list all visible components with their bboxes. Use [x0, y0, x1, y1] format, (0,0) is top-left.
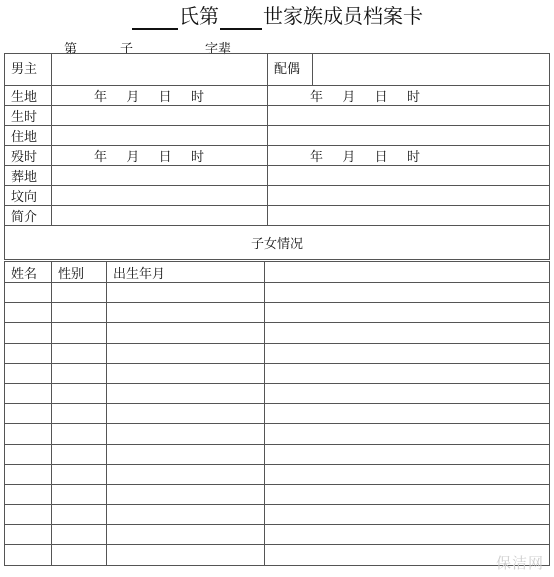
- watermark: 保洁网: [495, 554, 544, 572]
- child-name-cell[interactable]: [5, 343, 52, 363]
- child-gender-cell[interactable]: [52, 363, 107, 383]
- child-birth-cell[interactable]: [107, 363, 265, 383]
- child-birth-cell[interactable]: [107, 484, 265, 504]
- child-gender-cell[interactable]: [52, 283, 107, 303]
- child-birth-cell[interactable]: [107, 505, 265, 525]
- child-birth-cell[interactable]: [107, 283, 265, 303]
- child-extra-cell[interactable]: [265, 363, 550, 383]
- child-name-cell[interactable]: [5, 424, 52, 444]
- child-gender-cell[interactable]: [52, 303, 107, 323]
- male-label: 男主: [5, 54, 52, 86]
- month-unit: 月: [126, 150, 140, 165]
- child-birth-cell[interactable]: [107, 464, 265, 484]
- child-name-cell[interactable]: [5, 303, 52, 323]
- table-row: [5, 424, 550, 444]
- child-gender-cell[interactable]: [52, 484, 107, 504]
- child-extra-cell[interactable]: [265, 383, 550, 403]
- spouse-death-date-field[interactable]: [268, 146, 550, 166]
- child-gender-cell[interactable]: [52, 424, 107, 444]
- child-birth-cell[interactable]: [107, 303, 265, 323]
- child-birth-cell[interactable]: [107, 343, 265, 363]
- child-birth-cell[interactable]: [107, 545, 265, 565]
- generation-blank: [220, 8, 262, 30]
- child-birth-cell[interactable]: [107, 444, 265, 464]
- day-unit: 日: [374, 90, 388, 105]
- spouse-intro-field[interactable]: [268, 206, 550, 226]
- sub-zi: 子: [120, 42, 134, 57]
- birth-place-label: 生地: [5, 86, 52, 106]
- spouse-birth-time-field[interactable]: [268, 106, 550, 126]
- child-extra-cell[interactable]: [265, 283, 550, 303]
- year-unit: 年: [310, 90, 324, 105]
- card-title: 氏第 世家族成员档案卡: [0, 2, 554, 30]
- child-extra-cell[interactable]: [265, 424, 550, 444]
- spouse-residence-field[interactable]: [268, 126, 550, 146]
- child-birth-cell[interactable]: [107, 383, 265, 403]
- male-birth-date-field[interactable]: [52, 86, 268, 106]
- child-name-cell[interactable]: [5, 323, 52, 343]
- table-row: [5, 464, 550, 484]
- child-name-cell[interactable]: [5, 283, 52, 303]
- hour-unit: 时: [406, 150, 420, 165]
- child-birth-cell[interactable]: [107, 404, 265, 424]
- child-gender-cell[interactable]: [52, 525, 107, 545]
- male-name-field[interactable]: [52, 54, 268, 86]
- personal-info-table: [4, 53, 550, 260]
- year-unit: 年: [94, 90, 108, 105]
- table-row: [5, 343, 550, 363]
- month-unit: 月: [126, 90, 140, 105]
- hour-unit: 时: [406, 90, 420, 105]
- month-unit: 月: [342, 150, 356, 165]
- grave-direction-label: 坟向: [5, 186, 52, 206]
- table-row: [5, 283, 550, 303]
- hour-unit: 时: [190, 90, 204, 105]
- spouse-label: 配偶: [268, 54, 313, 86]
- child-gender-cell[interactable]: [52, 444, 107, 464]
- child-extra-cell[interactable]: [265, 404, 550, 424]
- column-header-extra: [265, 262, 550, 283]
- child-gender-cell[interactable]: [52, 464, 107, 484]
- child-extra-cell[interactable]: [265, 484, 550, 504]
- day-unit: 日: [158, 90, 172, 105]
- child-extra-cell[interactable]: [265, 343, 550, 363]
- child-birth-cell[interactable]: [107, 323, 265, 343]
- birth-time-label: 生时: [5, 106, 52, 126]
- child-name-cell[interactable]: [5, 383, 52, 403]
- death-time-label: 殁时: [5, 146, 52, 166]
- child-gender-cell[interactable]: [52, 545, 107, 565]
- child-extra-cell[interactable]: [265, 303, 550, 323]
- sub-zibei: 字辈: [205, 42, 232, 57]
- child-extra-cell[interactable]: [265, 323, 550, 343]
- intro-label: 简介: [5, 206, 52, 226]
- spouse-birth-date-field[interactable]: [268, 86, 550, 106]
- table-row: [5, 505, 550, 525]
- child-birth-cell[interactable]: [107, 525, 265, 545]
- year-unit: 年: [310, 150, 324, 165]
- child-name-cell[interactable]: [5, 484, 52, 504]
- child-name-cell[interactable]: [5, 545, 52, 565]
- child-gender-cell[interactable]: [52, 323, 107, 343]
- column-header-name: 姓名: [5, 262, 52, 283]
- child-gender-cell[interactable]: [52, 404, 107, 424]
- child-name-cell[interactable]: [5, 444, 52, 464]
- children-table: [4, 261, 550, 566]
- table-row: [5, 545, 550, 565]
- male-grave-direction-field[interactable]: [52, 186, 268, 206]
- sub-di: 第: [64, 42, 78, 57]
- children-header-row: [5, 262, 550, 283]
- table-row: [5, 323, 550, 343]
- spouse-name-field[interactable]: [313, 54, 550, 86]
- column-header-gender: 性别: [52, 262, 107, 283]
- child-birth-cell[interactable]: [107, 424, 265, 444]
- child-gender-cell[interactable]: [52, 343, 107, 363]
- child-name-cell[interactable]: [5, 464, 52, 484]
- month-unit: 月: [342, 90, 356, 105]
- child-extra-cell[interactable]: [265, 444, 550, 464]
- spouse-grave-direction-field[interactable]: [268, 186, 550, 206]
- table-row: [5, 404, 550, 424]
- day-unit: 日: [158, 150, 172, 165]
- surname-blank: [132, 8, 178, 30]
- male-intro-field[interactable]: [52, 206, 268, 226]
- burial-label: 葬地: [5, 166, 52, 186]
- child-gender-cell[interactable]: [52, 505, 107, 525]
- male-death-date-field[interactable]: [52, 146, 268, 166]
- residence-label: 住地: [5, 126, 52, 146]
- table-row: [5, 383, 550, 403]
- child-name-cell[interactable]: [5, 404, 52, 424]
- table-row: [5, 484, 550, 504]
- child-name-cell[interactable]: [5, 525, 52, 545]
- child-extra-cell[interactable]: [265, 505, 550, 525]
- spouse-burial-field[interactable]: [268, 166, 550, 186]
- child-extra-cell[interactable]: [265, 464, 550, 484]
- male-birth-time-field[interactable]: [52, 106, 268, 126]
- children-section-title: 子女情况: [5, 226, 550, 260]
- column-header-birth: 出生年月: [107, 262, 265, 283]
- table-row: [5, 525, 550, 545]
- day-unit: 日: [374, 150, 388, 165]
- male-burial-field[interactable]: [52, 166, 268, 186]
- table-row: [5, 363, 550, 383]
- child-extra-cell[interactable]: [265, 525, 550, 545]
- year-unit: 年: [94, 150, 108, 165]
- hour-unit: 时: [190, 150, 204, 165]
- child-name-cell[interactable]: [5, 363, 52, 383]
- table-row: [5, 303, 550, 323]
- child-name-cell[interactable]: [5, 505, 52, 525]
- male-residence-field[interactable]: [52, 126, 268, 146]
- child-gender-cell[interactable]: [52, 383, 107, 403]
- table-row: [5, 444, 550, 464]
